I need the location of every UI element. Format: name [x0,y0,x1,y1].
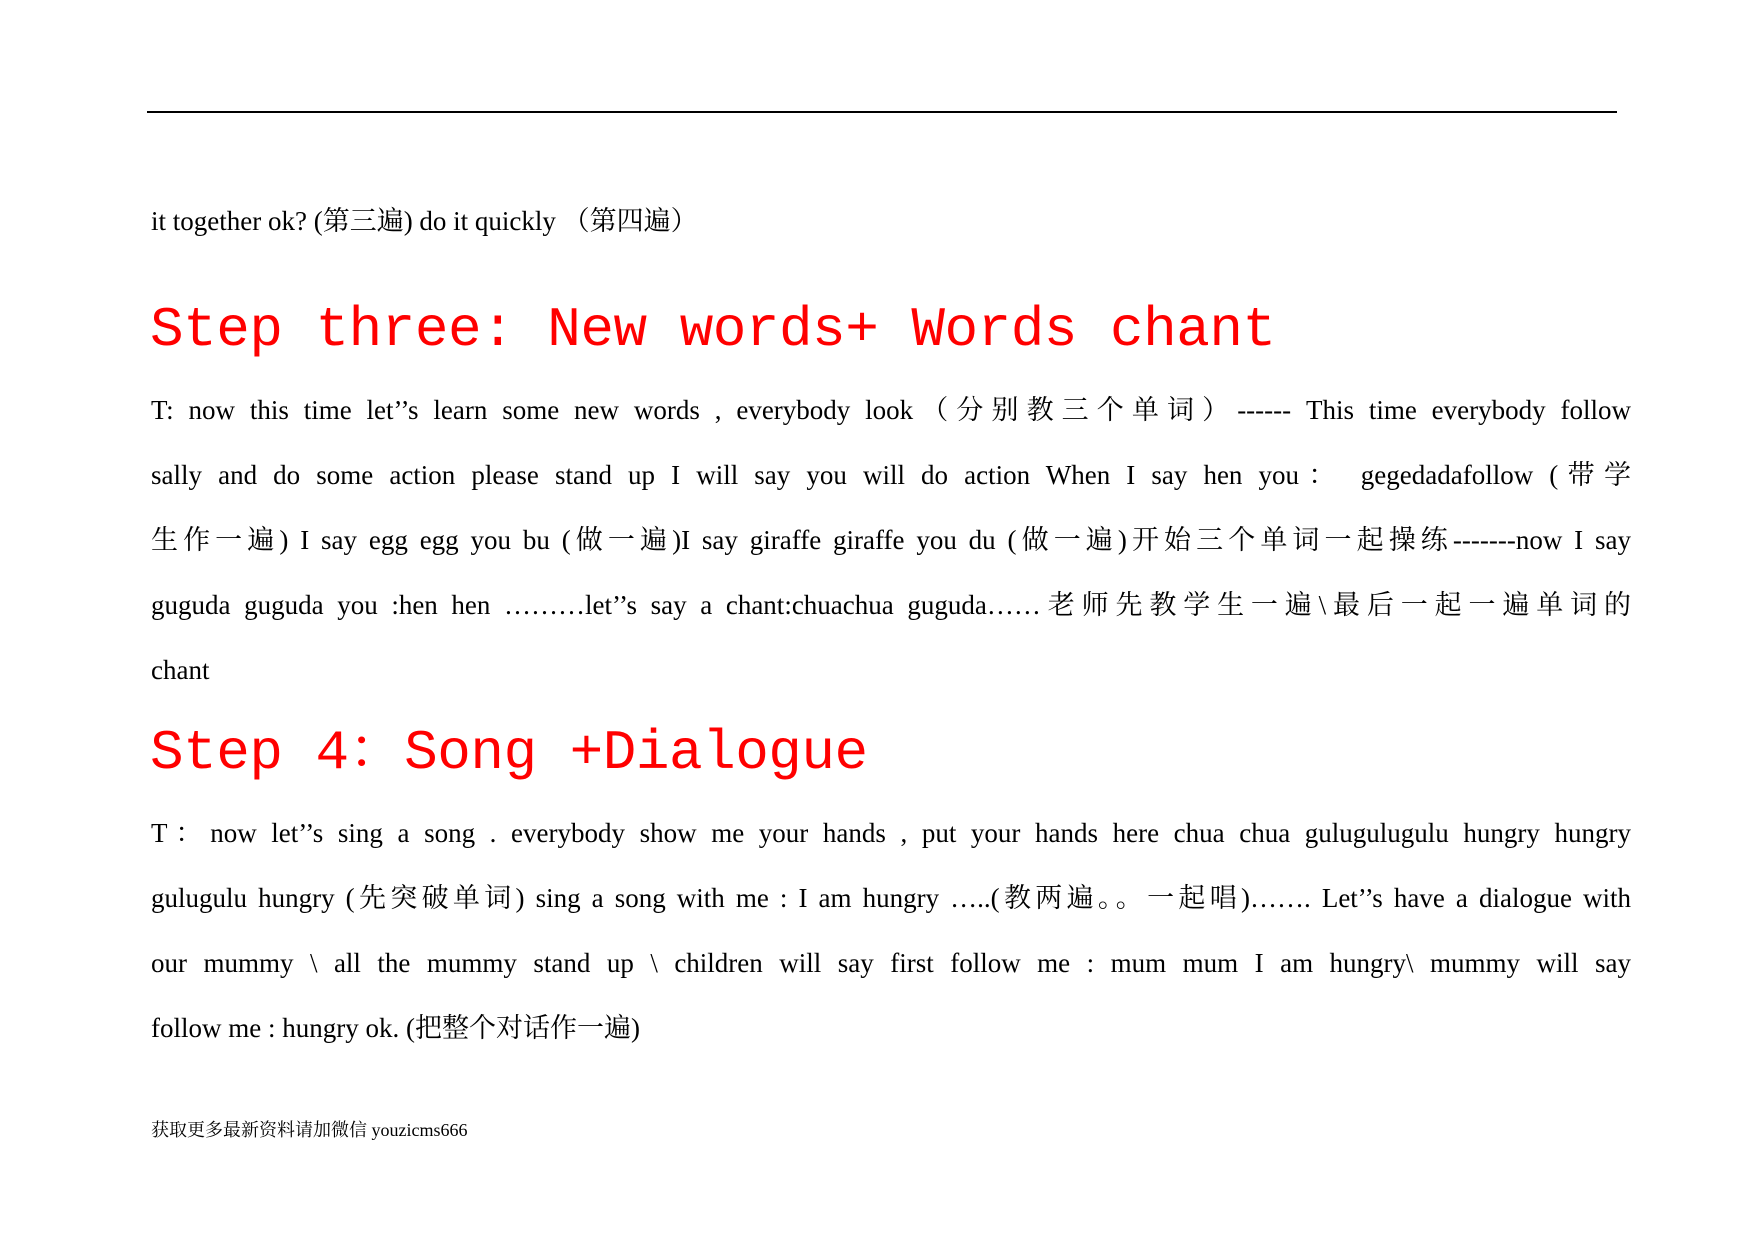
step-four-line-2: gulugulu hungry (先突破单词) sing a song with me : I am hungry …..(教两遍。。一起唱)……. Let’’s have a dialogue with [151,883,1631,913]
step-three-line-1: T: now this time let’’s learn some new words , everybody look（分别教三个单词）------ This time everybody follow [151,395,1631,425]
step-four-line-1: T：now let’’s sing a song . everybody show me your hands , put your hands here chua chua gulugulugulu hungry hungry [151,818,1631,848]
step-four-line-4: follow me : hungry ok. (把整个对话作一遍) [151,1013,640,1043]
header-rule [147,111,1617,113]
step-three-line-4: guguda guguda you :hen hen ………let’’s say a chant:chuachua guguda……老师先教学生一遍\最后一起一遍单词的 [151,590,1631,620]
step-three-heading: Step three: New words+ Words chant [150,298,1276,362]
step-three-line-5: chant [151,655,210,685]
intro-line: it together ok? (第三遍) do it quickly （第四遍） [151,206,698,236]
footer-note: 获取更多最新资料请加微信 youzicms666 [151,1120,468,1140]
step-four-heading: Step 4：Song +Dialogue [150,721,868,785]
step-three-line-2: sally and do some action please stand up I will say you will do action When I say hen you： gegedadafollow (带学 [151,460,1631,490]
step-three-line-3: 生作一遍) I say egg egg you bu (做一遍)I say giraffe giraffe you du (做一遍)开始三个单词一起操练-------now I say [151,525,1631,555]
step-four-line-3: our mummy \ all the mummy stand up \ children will say first follow me : mum mum I am hungry\ mummy will say [151,948,1631,978]
